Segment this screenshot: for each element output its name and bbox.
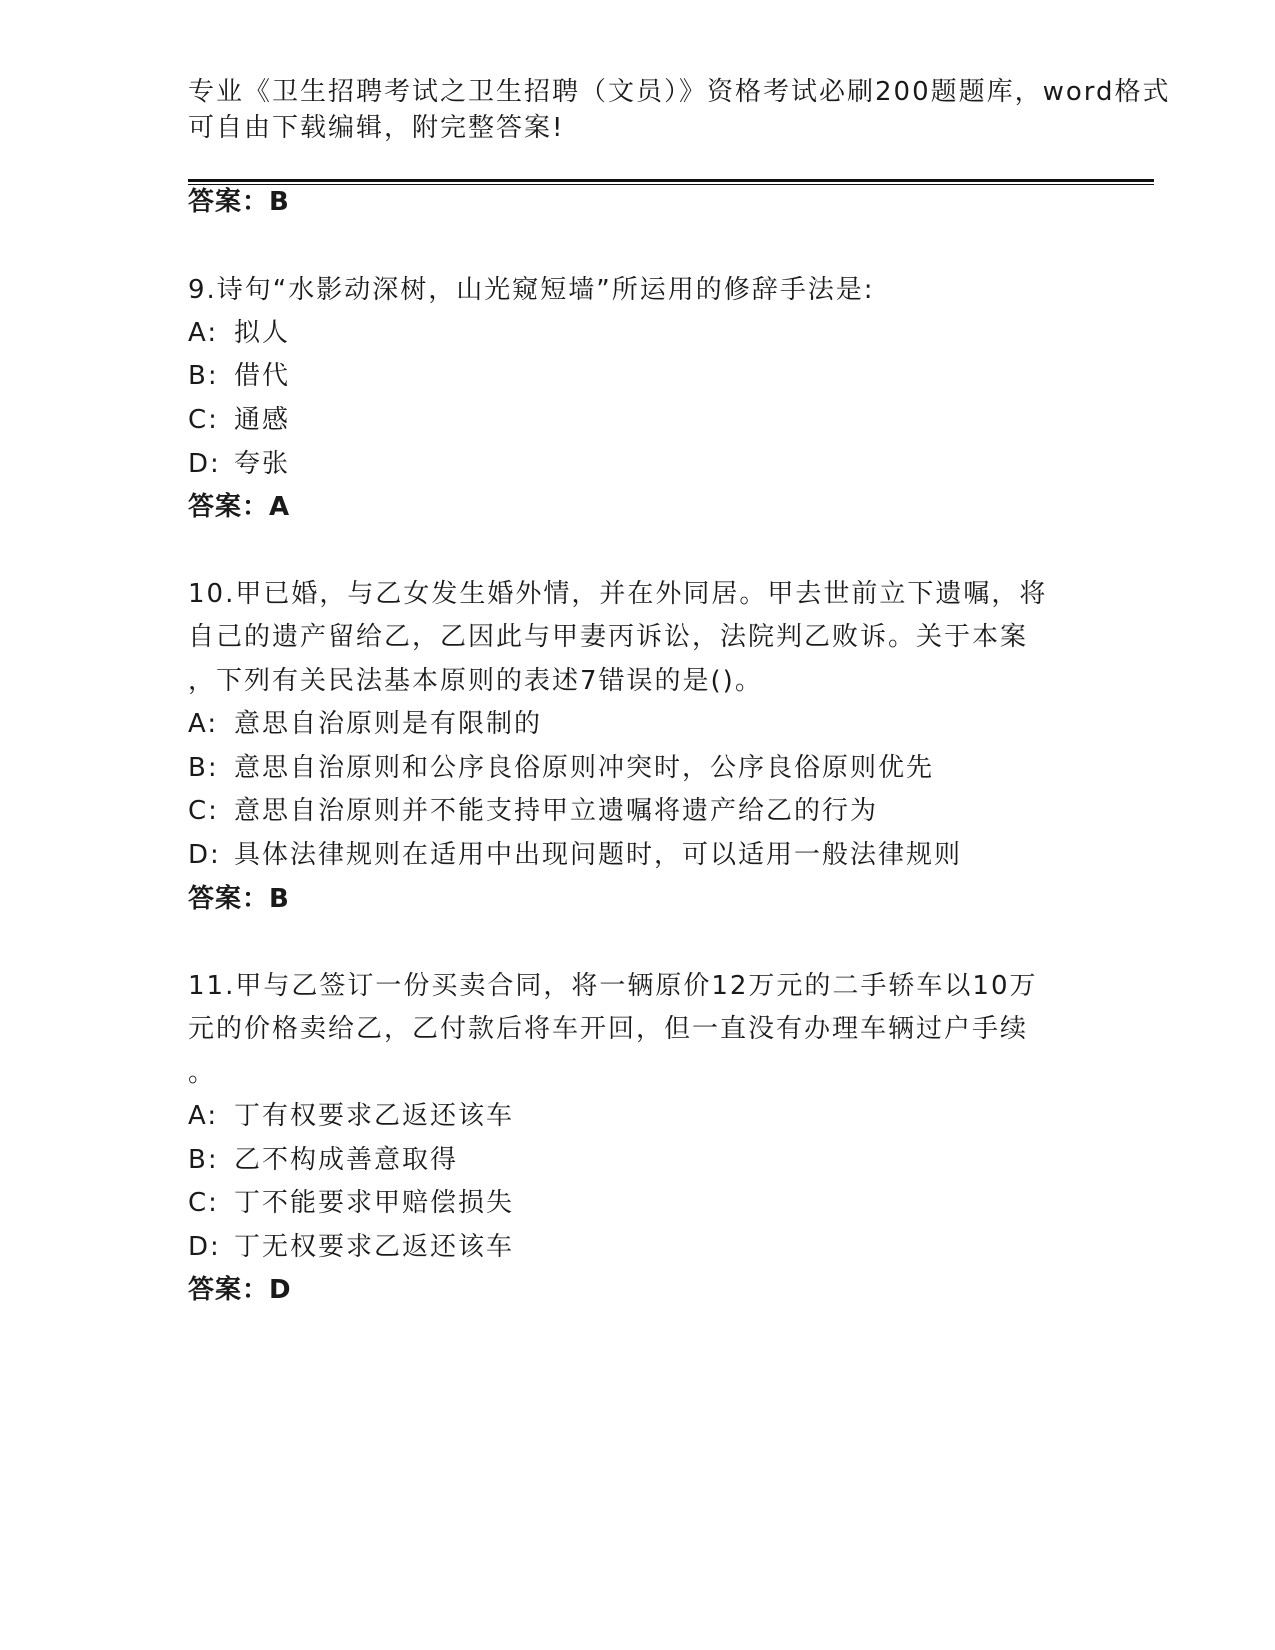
option-text: 夸张 [234,449,291,479]
question-11-stem-line-3: 。 [188,1058,217,1088]
question-11-option-a [188,1098,514,1134]
option-label: C: [188,405,219,435]
option-text: 丁有权要求乙返还该车 [234,1101,515,1131]
option-text: 乙不构成善意取得 [234,1145,459,1175]
question-10-option-b [188,750,934,786]
option-label: C: [188,796,219,826]
option-text: 丁不能要求甲赔偿损失 [234,1188,515,1218]
question-10-answer: 答案：B [188,884,290,914]
question-11-option-c [188,1185,514,1221]
option-text: 意思自治原则和公序良俗原则冲突时，公序良俗原则优先 [234,753,935,783]
option-label: D: [188,840,221,870]
option-label: D: [188,449,221,479]
option-label: D: [188,1232,221,1262]
option-text: 通感 [234,405,291,435]
question-11-option-d [188,1229,514,1265]
question-10-stem-line-2: 自己的遗产留给乙，乙因此与甲妻丙诉讼，法院判乙败诉。关于本案 [188,622,1029,652]
option-text: 具体法律规则在适用中出现问题时，可以适用一般法律规则 [234,840,963,870]
header-divider-thick [188,179,1154,182]
option-text: 丁无权要求乙返还该车 [234,1232,515,1262]
document-header [188,74,1171,146]
option-label: A: [188,1101,219,1131]
question-9-option-a [188,315,290,351]
answer-previous: 答案：B [188,187,290,217]
option-label: A: [188,318,219,348]
question-9-answer: 答案：A [188,492,291,522]
question-11-option-b [188,1142,458,1178]
option-label: B: [188,753,219,783]
option-label: A: [188,709,219,739]
question-10-stem-line-1: 10.甲已婚，与乙女发生婚外情，并在外同居。甲去世前立下遗嘱，将 [188,579,1048,609]
question-10-option-d [188,837,962,873]
question-11-stem-line-2: 元的价格卖给乙，乙付款后将车开回，但一直没有办理车辆过户手续 [188,1014,1029,1044]
question-10-option-c [188,793,878,829]
question-10-option-a [188,706,542,742]
option-label: B: [188,1145,219,1175]
option-label: C: [188,1188,219,1218]
question-9-stem: 9.诗句“水影动深树，山光窥短墙”所运用的修辞手法是: [188,275,875,305]
header-divider-thin [188,184,1154,185]
question-9-option-b [188,358,290,394]
option-label: B: [188,361,219,391]
question-11-answer: 答案：D [188,1275,292,1305]
option-text: 借代 [234,361,291,391]
question-10-stem-line-3: ，下列有关民法基本原则的表述7错误的是()。 [188,666,763,696]
question-9-option-c [188,402,290,438]
question-11-stem-line-1: 11.甲与乙签订一份买卖合同，将一辆原价12万元的二手轿车以10万 [188,971,1038,1001]
header-line-1: 专业《卫生招聘考试之卫生招聘（文员）》资格考试必刷200题题库，word格式 [188,77,1171,107]
option-text: 意思自治原则并不能支持甲立遗嘱将遗产给乙的行为 [234,796,879,826]
header-line-2: 可自由下载编辑，附完整答案! [188,113,565,143]
option-text: 意思自治原则是有限制的 [234,709,543,739]
option-text: 拟人 [234,318,291,348]
question-9-option-d [188,446,290,482]
